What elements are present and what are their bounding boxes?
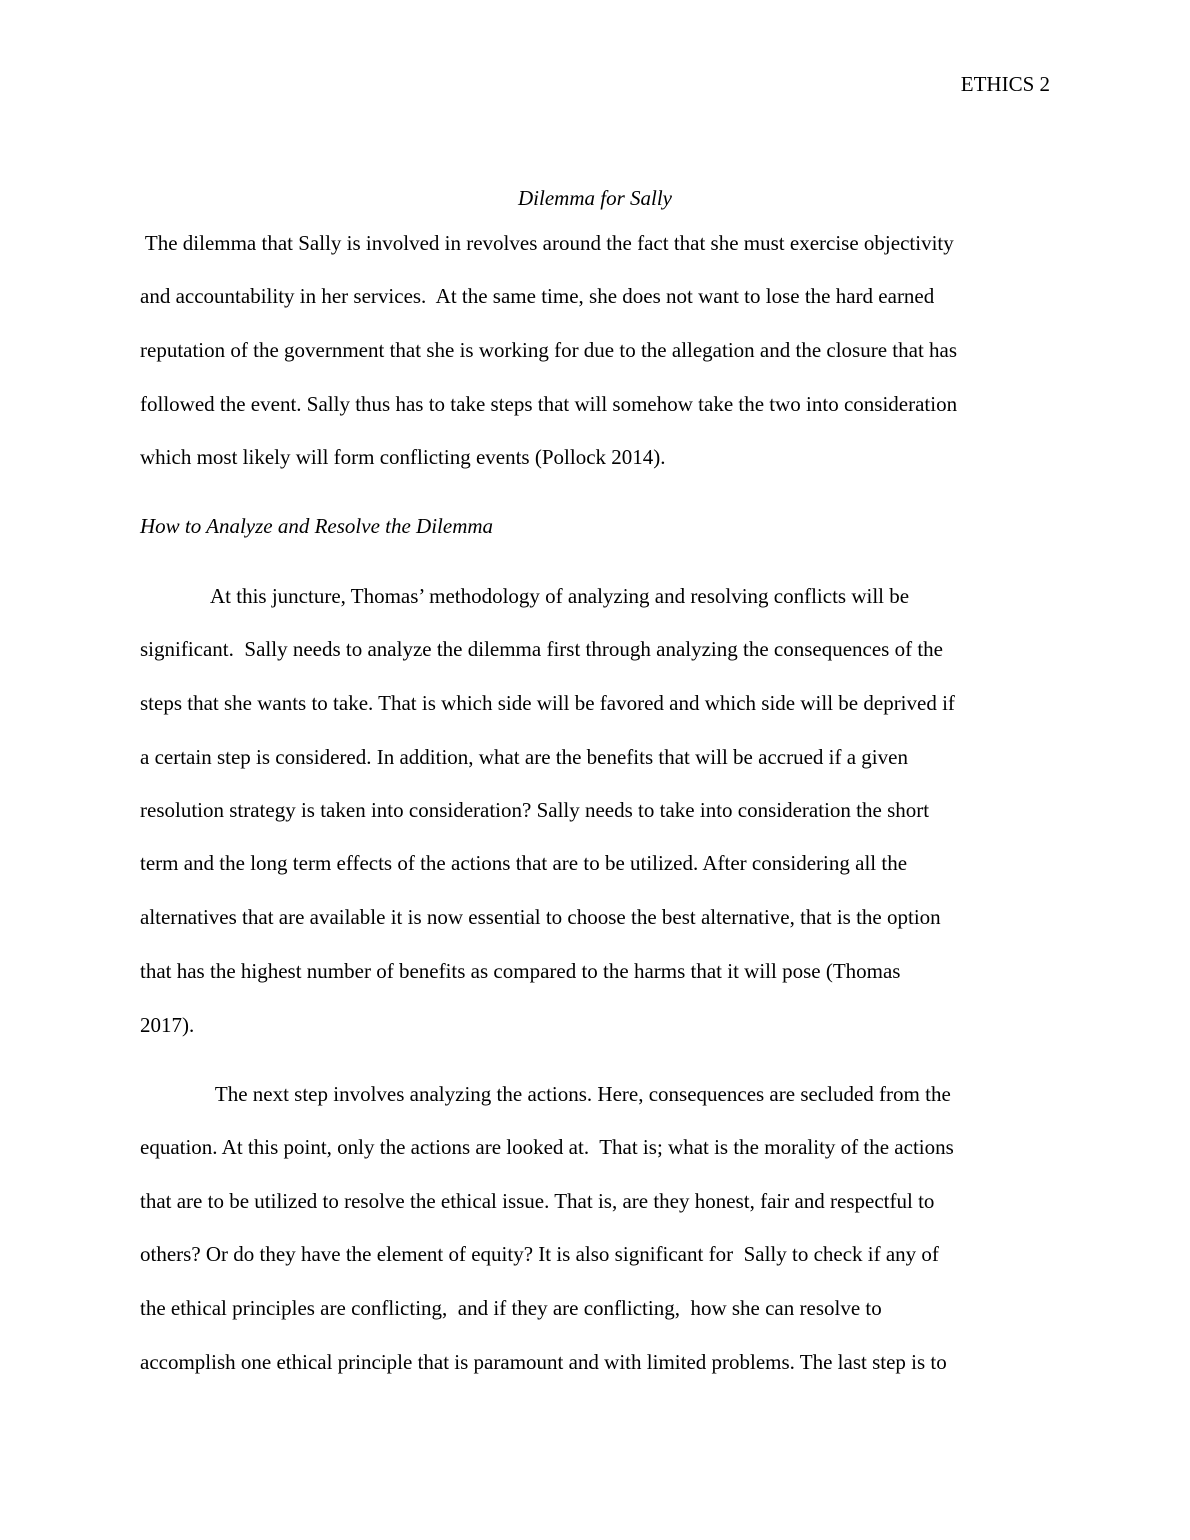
document-title: Dilemma for Sally <box>518 186 672 210</box>
paragraph-3-line: the ethical principles are conflicting, and if they are conflicting, how she can resolve to <box>140 1296 882 1320</box>
paragraph-1-line: which most likely will form conflicting events (Pollock 2014). <box>140 445 666 469</box>
paragraph-2-line: a certain step is considered. In addition, what are the benefits that will be accrued if a given <box>140 745 908 769</box>
paragraph-2-line: significant. Sally needs to analyze the dilemma first through analyzing the consequences of the <box>140 637 944 661</box>
paragraph-3-line: equation. At this point, only the actions are looked at. That is; what is the morality of the actions <box>140 1135 954 1159</box>
paragraph-3-line: that are to be utilized to resolve the ethical issue. That is, are they honest, fair and respectful to <box>140 1189 935 1213</box>
paragraph-3-line: others? Or do they have the element of equity? It is also significant for Sally to check if any of <box>140 1242 939 1266</box>
paragraph-2-line: resolution strategy is taken into consideration? Sally needs to take into consideration the short <box>140 798 930 822</box>
paragraph-2-line: that has the highest number of benefits as compared to the harms that it will pose (Thomas <box>140 959 901 983</box>
paragraph-2-line: 2017). <box>140 1013 195 1037</box>
paragraph-2-line: term and the long term effects of the actions that are to be utilized. After considering all the <box>140 851 908 875</box>
paragraph-1-line: followed the event. Sally thus has to take steps that will somehow take the two into consideration <box>140 392 958 416</box>
paragraph-3-line: The next step involves analyzing the actions. Here, consequences are secluded from the <box>210 1082 951 1106</box>
paragraph-1-line: The dilemma that Sally is involved in revolves around the fact that she must exercise objectivity <box>140 231 954 255</box>
paragraph-2-line: At this juncture, Thomas’ methodology of analyzing and resolving conflicts will be <box>210 584 910 608</box>
paragraph-2-line: steps that she wants to take. That is which side will be favored and which side will be deprived if <box>140 691 955 715</box>
section-subheading: How to Analyze and Resolve the Dilemma <box>140 514 494 538</box>
paragraph-3-line: accomplish one ethical principle that is paramount and with limited problems. The last step is to <box>140 1350 947 1374</box>
running-head: ETHICS 2 <box>960 72 1050 96</box>
paragraph-1-line: and accountability in her services. At the same time, she does not want to lose the hard earned <box>140 284 935 308</box>
paragraph-1-line: reputation of the government that she is working for due to the allegation and the closure that has <box>140 338 958 362</box>
paragraph-2-line: alternatives that are available it is now essential to choose the best alternative, that is the option <box>140 905 941 929</box>
